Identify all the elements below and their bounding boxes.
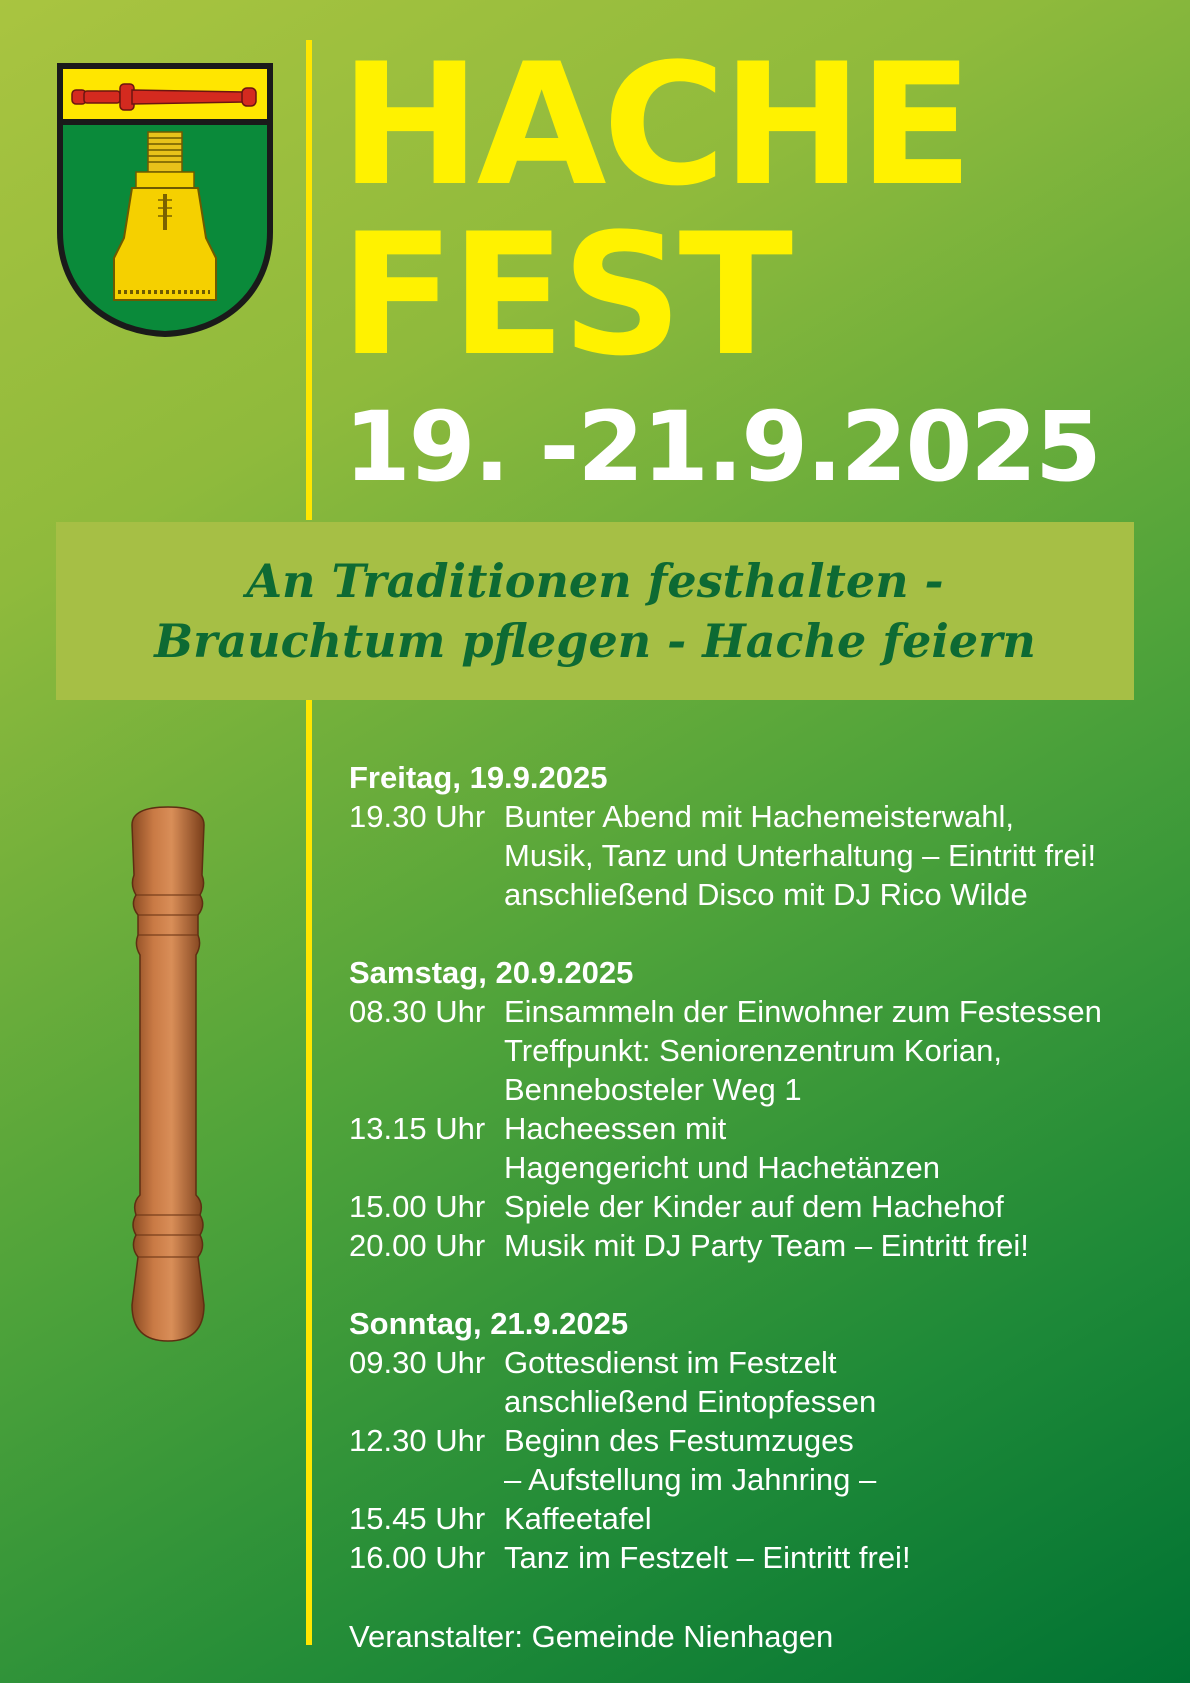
day-friday	[349, 758, 1159, 914]
motto-banner	[56, 522, 1134, 700]
event-time: 16.00 Uhr	[349, 1540, 486, 1575]
event-text: Gottesdienst im Festzelt	[504, 1345, 837, 1380]
event-time: 08.30 Uhr	[349, 994, 486, 1029]
event-text: Hacheessen mit	[504, 1111, 727, 1146]
event-text: Einsammeln der Einwohner zum Festessen	[504, 994, 1102, 1029]
event-time: 15.45 Uhr	[349, 1501, 486, 1536]
coat-of-arms-icon	[56, 62, 274, 338]
day-sunday	[349, 1304, 1159, 1577]
program-event	[349, 1187, 1159, 1226]
program-event	[349, 1421, 1159, 1499]
event-text: Musik mit DJ Party Team – Eintritt frei!	[504, 1228, 1029, 1263]
event-time: 09.30 Uhr	[349, 1345, 486, 1380]
event-dates: 19. -21.9.2025	[344, 391, 1100, 503]
program-event	[349, 1343, 1159, 1421]
event-text: anschließend Disco mit DJ Rico Wilde	[504, 877, 1028, 912]
yellow-divider-bottom	[306, 700, 312, 1645]
title-line-1: HACHE	[340, 27, 970, 223]
motto-line-1: An Traditionen festhalten -	[246, 554, 944, 608]
event-time: 13.15 Uhr	[349, 1111, 486, 1146]
event-time: 19.30 Uhr	[349, 799, 486, 834]
event-time: 20.00 Uhr	[349, 1228, 486, 1263]
program-event	[349, 1226, 1159, 1265]
program-event	[349, 797, 1159, 914]
organizer-line: Veranstalter: Gemeinde Nienhagen	[349, 1619, 834, 1654]
day-heading: Freitag, 19.9.2025	[349, 760, 608, 795]
program-event	[349, 1109, 1159, 1187]
event-text: Spiele der Kinder auf dem Hachehof	[504, 1189, 1004, 1224]
event-text: Bennebosteler Weg 1	[504, 1072, 802, 1107]
day-heading: Sonntag, 21.9.2025	[349, 1306, 629, 1341]
event-text: anschließend Eintopfessen	[504, 1384, 877, 1419]
event-time: 15.00 Uhr	[349, 1189, 486, 1224]
event-program	[349, 758, 1159, 1616]
day-heading: Samstag, 20.9.2025	[349, 955, 634, 990]
title-line-2: FEST	[340, 197, 790, 393]
event-text: Tanz im Festzelt – Eintritt frei!	[504, 1540, 911, 1575]
event-time: 12.30 Uhr	[349, 1423, 486, 1458]
event-text: Bunter Abend mit Hachemeisterwahl,	[504, 799, 1015, 834]
event-title	[340, 27, 970, 393]
event-text: Kaffeetafel	[504, 1501, 652, 1536]
program-event	[349, 1499, 1159, 1538]
program-event	[349, 992, 1159, 1109]
program-event	[349, 1538, 1159, 1577]
event-text: – Aufstellung im Jahnring –	[504, 1462, 877, 1497]
event-text: Musik, Tanz und Unterhaltung – Eintritt frei!	[504, 838, 1097, 873]
yellow-divider-top	[306, 40, 312, 520]
motto-line-2: Brauchtum pflegen - Hache feiern	[154, 614, 1036, 668]
event-text: Hagengericht und Hachetänzen	[504, 1150, 941, 1185]
event-text: Beginn des Festumzuges	[504, 1423, 854, 1458]
wooden-hache-pestle-icon	[112, 805, 224, 1343]
event-text: Treffpunkt: Seniorenzentrum Korian,	[504, 1033, 1002, 1068]
day-saturday	[349, 953, 1159, 1265]
